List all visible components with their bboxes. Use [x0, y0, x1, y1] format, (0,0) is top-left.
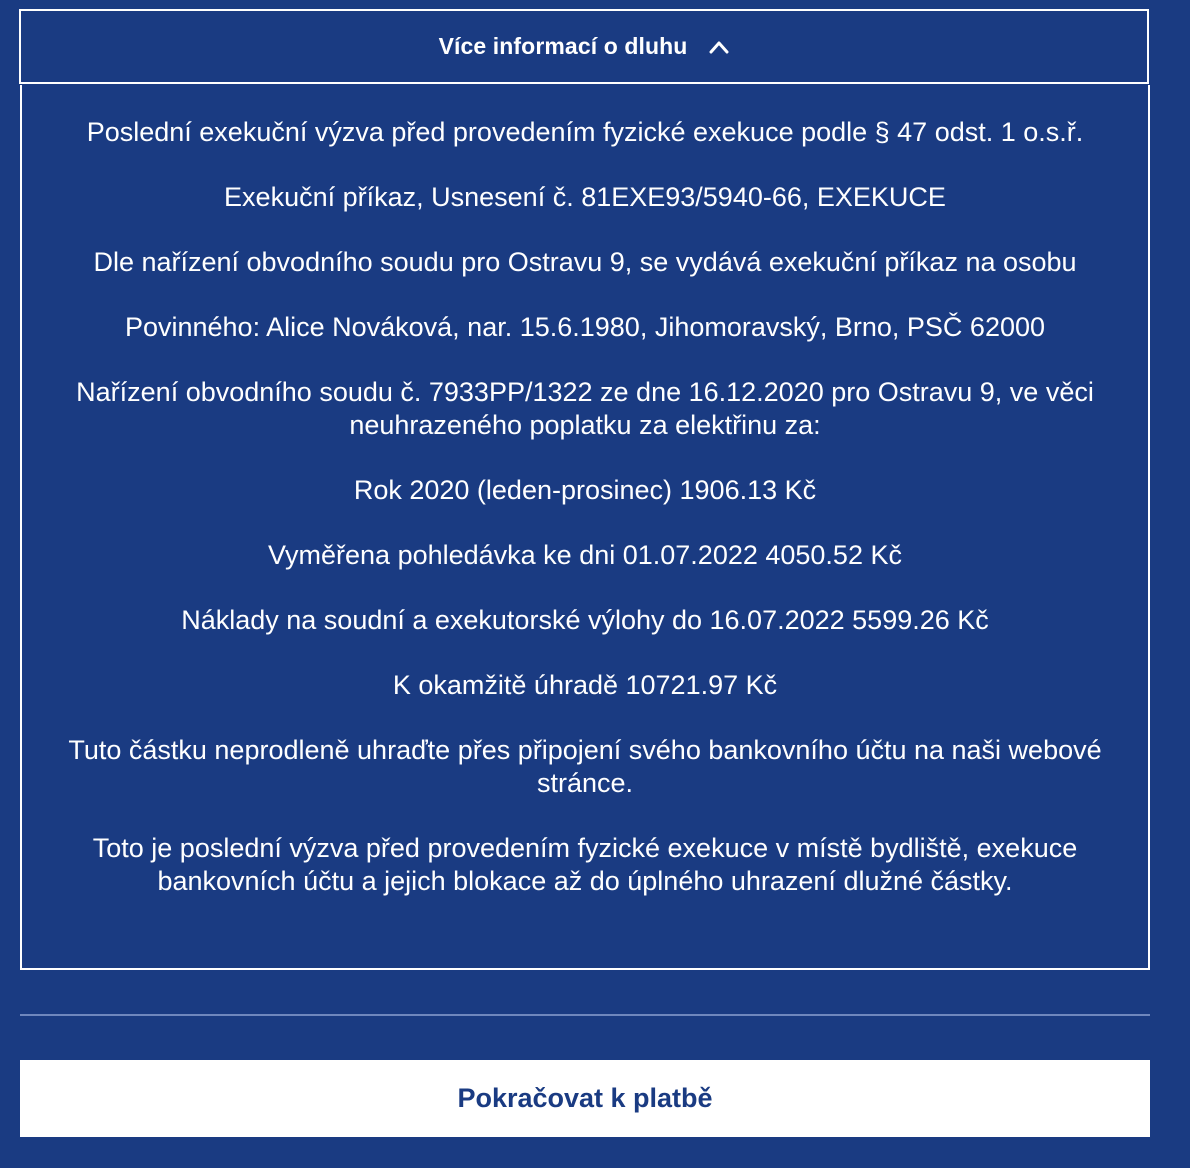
detail-paragraph: Náklady na soudní a exekutorské výlohy do 16.07.2022 5599.26 Kč — [181, 605, 989, 635]
debt-info-panel — [20, 85, 1150, 970]
detail-paragraph: Povinného: Alice Nováková, nar. 15.6.1980, Jihomoravský, Brno, PSČ 62000 — [124, 312, 1046, 342]
divider — [20, 1014, 1150, 1016]
accordion-title: Více informací o dluhu — [438, 33, 688, 59]
detail-paragraph: Toto je poslední výzva před provedením fyzické exekuce v místě bydliště, exekuce bankovních účtu a jejich blokace až do úplného uhrazení dlužné částky. — [92, 833, 1078, 896]
detail-paragraph: Vyměřena pohledávka ke dni 01.07.2022 4050.52 Kč — [268, 540, 902, 570]
chevron-up-icon — [709, 40, 729, 54]
detail-paragraph: Dle nařízení obvodního soudu pro Ostravu 9, se vydává exekuční příkaz na osobu — [93, 247, 1077, 277]
detail-paragraph: Nařízení obvodního soudu č. 7933PP/1322 ze dne 16.12.2020 pro Ostravu 9, ve věci neuhrazeného poplatku za elektřinu za: — [76, 377, 1094, 440]
detail-paragraph: Exekuční příkaz, Usnesení č. 81EXE93/5940-66, EXEKUCE — [224, 182, 946, 212]
debt-info-accordion-toggle[interactable] — [19, 9, 1149, 84]
detail-paragraph: K okamžitě úhradě 10721.97 Kč — [392, 670, 778, 700]
detail-paragraph: Tuto částku neprodleně uhraďte přes připojení svého bankovního účtu na naši webové stránce. — [68, 735, 1102, 798]
continue-to-payment-button[interactable]: Pokračovat k platbě — [20, 1060, 1150, 1137]
detail-paragraph: Rok 2020 (leden-prosinec) 1906.13 Kč — [353, 475, 817, 505]
detail-paragraph: Poslední exekuční výzva před provedením fyzické exekuce podle § 47 odst. 1 o.s.ř. — [86, 117, 1084, 147]
